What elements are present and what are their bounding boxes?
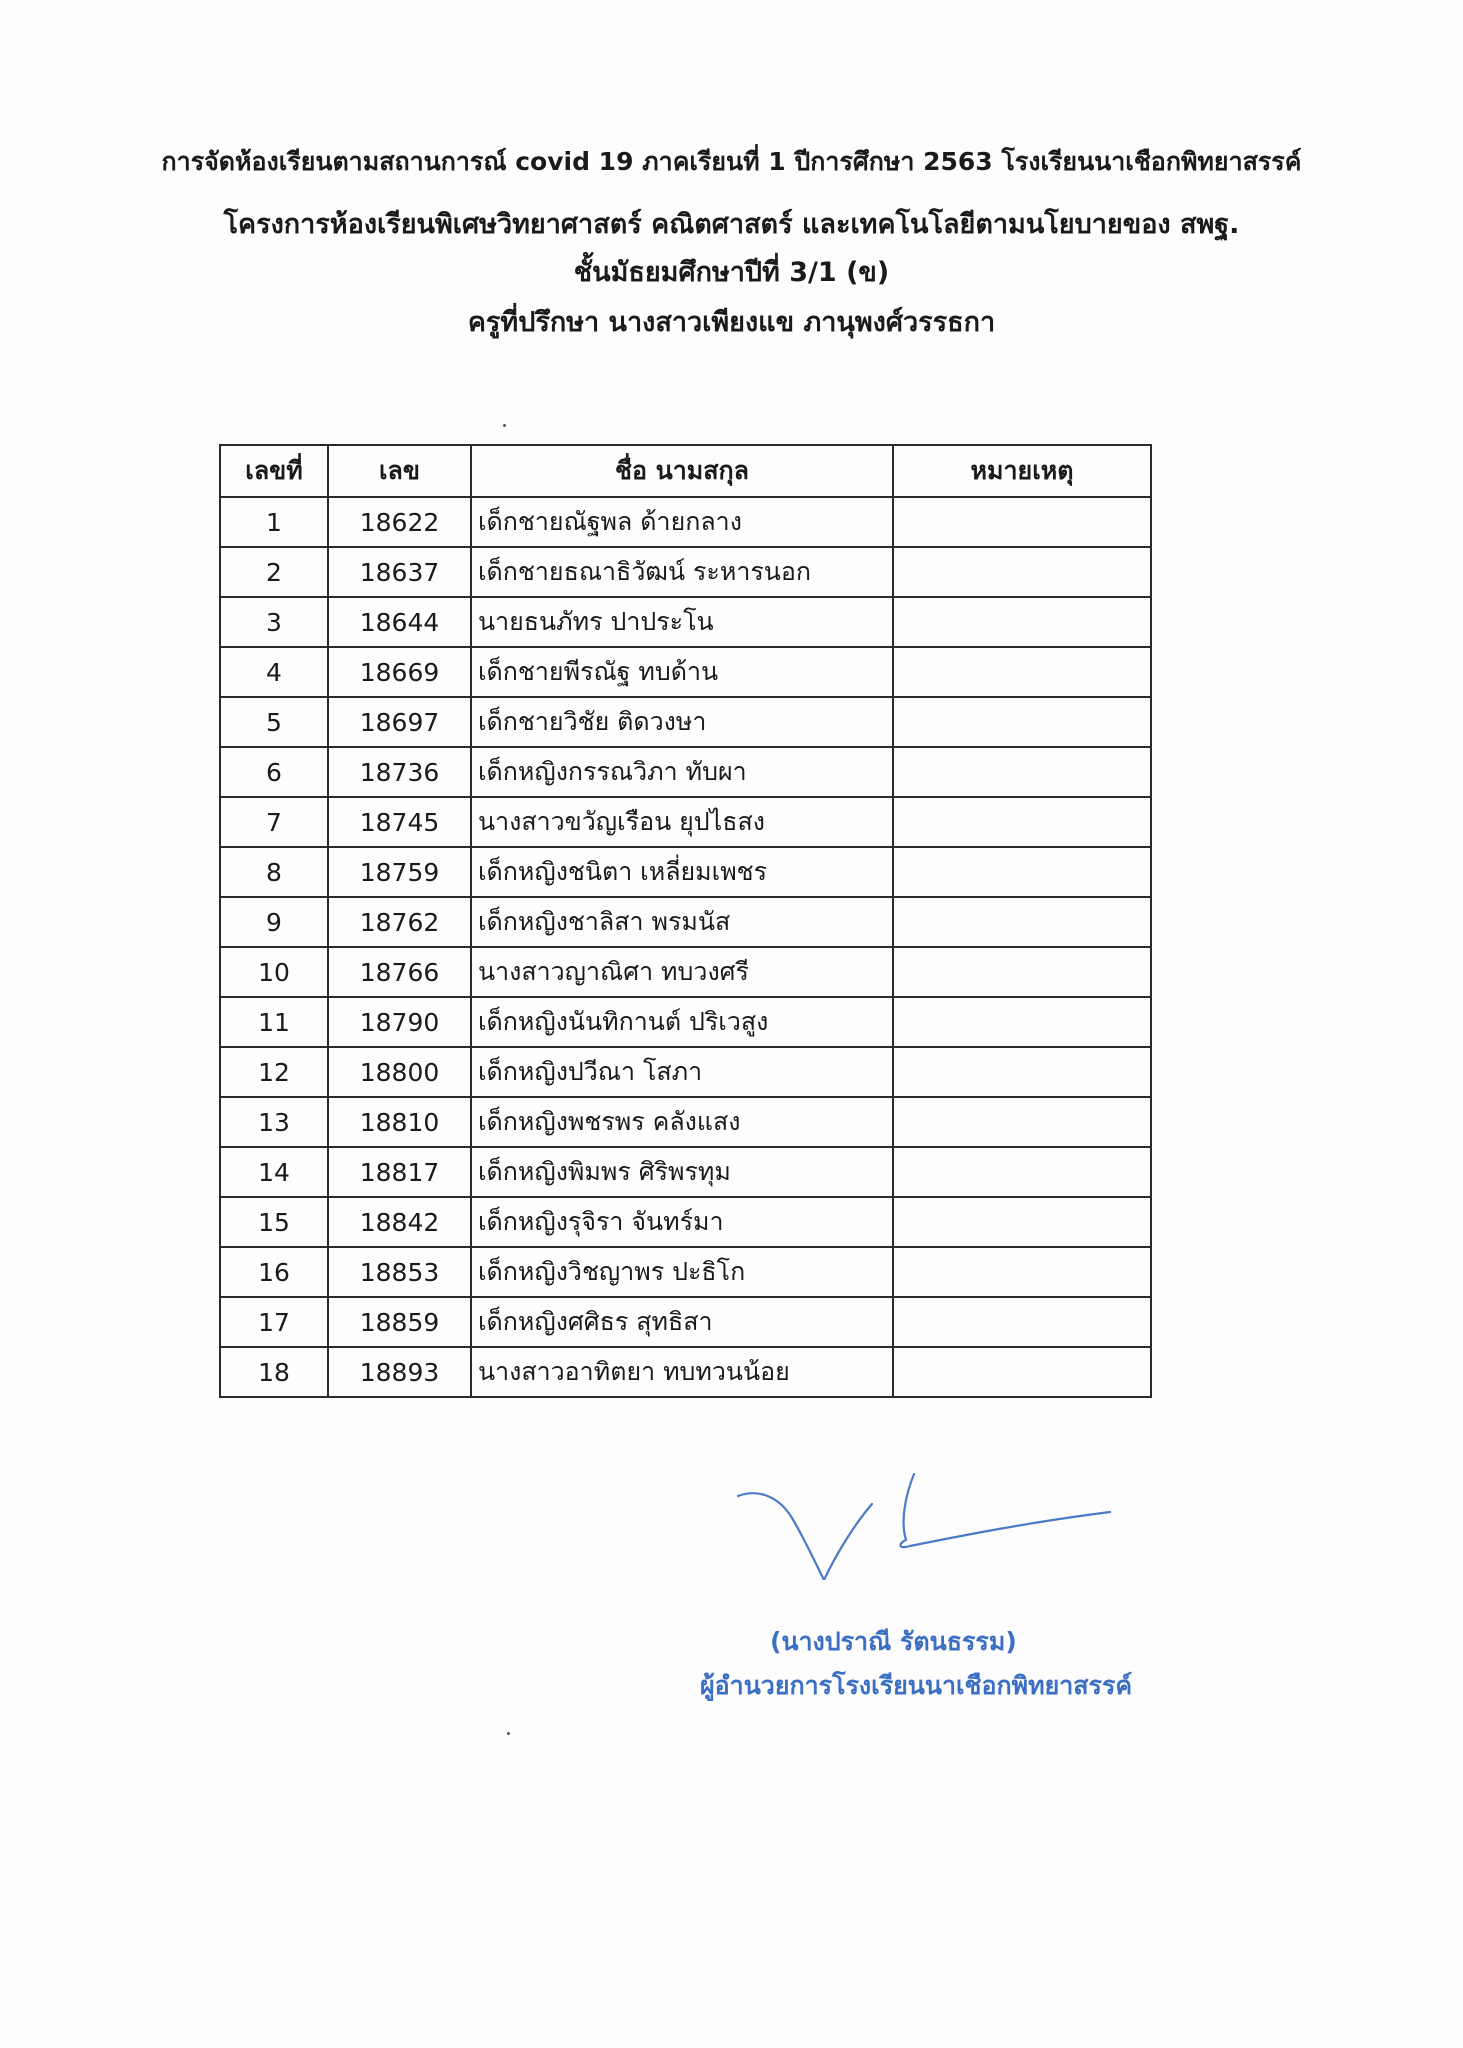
remark-cell [893, 847, 1151, 897]
remark-cell [893, 1347, 1151, 1397]
remark-cell [893, 947, 1151, 997]
table-row [220, 947, 1151, 997]
student-id-cell: 18762 [328, 897, 471, 947]
remark-cell [893, 1297, 1151, 1347]
row-number-cell: 7 [220, 797, 328, 847]
student-id-cell: 18893 [328, 1347, 471, 1397]
row-number-cell: 8 [220, 847, 328, 897]
remark-cell [893, 1097, 1151, 1147]
student-id-cell: 18842 [328, 1197, 471, 1247]
row-number-cell: 2 [220, 547, 328, 597]
student-id-cell: 18790 [328, 997, 471, 1047]
row-number-cell: 3 [220, 597, 328, 647]
remark-cell [893, 797, 1151, 847]
row-number-cell: 4 [220, 647, 328, 697]
scan-speck [503, 424, 506, 427]
student-id-cell: 18745 [328, 797, 471, 847]
student-id-cell: 18644 [328, 597, 471, 647]
student-id-cell: 18817 [328, 1147, 471, 1197]
signature-stroke-3 [901, 1474, 1111, 1547]
student-name-cell: นางสาวญาณิศา ทบวงศรี [471, 947, 893, 997]
student-id-cell: 18859 [328, 1297, 471, 1347]
signature-mark [730, 1470, 1130, 1580]
remark-cell [893, 547, 1151, 597]
header-line-4: ครูที่ปรึกษา นางสาวเพียงแข ภานุพงศ์วรรธกา [467, 307, 996, 338]
table-row [220, 647, 1151, 697]
table-row [220, 1047, 1151, 1097]
student-id-cell: 18800 [328, 1047, 471, 1097]
student-name-cell: เด็กชายธณาธิวัฒน์ ระหารนอก [471, 547, 893, 597]
table-row [220, 797, 1151, 847]
table-row [220, 897, 1151, 947]
table-row [220, 1147, 1151, 1197]
student-name-cell: เด็กหญิงวิชญาพร ปะธิโก [471, 1247, 893, 1297]
student-id-cell: 18669 [328, 647, 471, 697]
student-name-cell: เด็กหญิงปวีณา โสภา [471, 1047, 893, 1097]
row-number-cell: 14 [220, 1147, 328, 1197]
row-number-cell: 17 [220, 1297, 328, 1347]
student-name-cell: เด็กหญิงกรรณวิภา ทับผา [471, 747, 893, 797]
remark-cell [893, 897, 1151, 947]
student-name-cell: เด็กหญิงนันทิกานต์ ปริเวสูง [471, 997, 893, 1047]
row-number-cell: 9 [220, 897, 328, 947]
row-number-cell: 11 [220, 997, 328, 1047]
table-header-row [220, 445, 1151, 497]
student-id-cell: 18697 [328, 697, 471, 747]
student-name-cell: เด็กหญิงพิมพร ศิริพรทุม [471, 1147, 893, 1197]
column-header-full-name: ชื่อ นามสกุล [471, 445, 893, 497]
student-id-cell: 18810 [328, 1097, 471, 1147]
student-name-cell: นางสาวขวัญเรือน ยุปไธสง [471, 797, 893, 847]
column-header-number: เลขที่ [220, 445, 328, 497]
column-header-remark: หมายเหตุ [893, 445, 1151, 497]
student-name-cell: นายธนภัทร ปาประโน [471, 597, 893, 647]
remark-cell [893, 1247, 1151, 1297]
table-row [220, 847, 1151, 897]
row-number-cell: 5 [220, 697, 328, 747]
student-name-cell: เด็กหญิงชาลิสา พรมนัส [471, 897, 893, 947]
student-name-cell: เด็กหญิงชนิตา เหลี่ยมเพชร [471, 847, 893, 897]
student-id-cell: 18766 [328, 947, 471, 997]
remark-cell [893, 1147, 1151, 1197]
row-number-cell: 13 [220, 1097, 328, 1147]
student-id-cell: 18622 [328, 497, 471, 547]
signer-name: (นางปราณี รัตนธรรม) [770, 1627, 1017, 1656]
table-row [220, 597, 1151, 647]
header-line-1: การจัดห้องเรียนตามสถานการณ์ covid 19 ภาคเรียนที่ 1 ปีการศึกษา 2563 โรงเรียนนาเชือกพิทยาสรรค์ [161, 147, 1302, 176]
student-name-cell: นางสาวอาทิตยา ทบทวนน้อย [471, 1347, 893, 1397]
table-row [220, 1297, 1151, 1347]
student-name-cell: เด็กชายวิชัย ติดวงษา [471, 697, 893, 747]
student-id-cell: 18736 [328, 747, 471, 797]
table-row [220, 747, 1151, 797]
student-table [219, 444, 1152, 1398]
table-row [220, 697, 1151, 747]
student-id-cell: 18853 [328, 1247, 471, 1297]
signer-title: ผู้อำนวยการโรงเรียนนาเชือกพิทยาสรรค์ [700, 1671, 1133, 1700]
remark-cell [893, 647, 1151, 697]
row-number-cell: 15 [220, 1197, 328, 1247]
table-body [220, 497, 1151, 1397]
row-number-cell: 6 [220, 747, 328, 797]
remark-cell [893, 747, 1151, 797]
row-number-cell: 12 [220, 1047, 328, 1097]
remark-cell [893, 597, 1151, 647]
signature-stroke-1 [738, 1493, 824, 1580]
table-row [220, 547, 1151, 597]
signature-stroke-2 [824, 1504, 872, 1580]
row-number-cell: 1 [220, 497, 328, 547]
row-number-cell: 18 [220, 1347, 328, 1397]
student-name-cell: เด็กหญิงพชรพร คลังแสง [471, 1097, 893, 1147]
table-row [220, 1347, 1151, 1397]
table-row [220, 997, 1151, 1047]
row-number-cell: 10 [220, 947, 328, 997]
scan-speck [507, 1732, 510, 1735]
table-row [220, 1247, 1151, 1297]
table-row [220, 1197, 1151, 1247]
student-name-cell: เด็กชายพีรณัฐ ทบด้าน [471, 647, 893, 697]
student-name-cell: เด็กหญิงรุจิรา จันทร์มา [471, 1197, 893, 1247]
remark-cell [893, 497, 1151, 547]
remark-cell [893, 1047, 1151, 1097]
remark-cell [893, 1197, 1151, 1247]
student-name-cell: เด็กชายณัฐพล ด้ายกลาง [471, 497, 893, 547]
header-line-2: โครงการห้องเรียนพิเศษวิทยาศาสตร์ คณิตศาสตร์ และเทคโนโลยีตามนโยบายของ สพฐ. [223, 209, 1240, 240]
row-number-cell: 16 [220, 1247, 328, 1297]
column-header-student-id: เลข [328, 445, 471, 497]
remark-cell [893, 997, 1151, 1047]
student-name-cell: เด็กหญิงศศิธร สุทธิสา [471, 1297, 893, 1347]
student-id-cell: 18759 [328, 847, 471, 897]
student-id-cell: 18637 [328, 547, 471, 597]
remark-cell [893, 697, 1151, 747]
table-row [220, 1097, 1151, 1147]
header-line-3: ชั้นมัธยมศึกษาปีที่ 3/1 (ข) [573, 257, 890, 288]
table-row [220, 497, 1151, 547]
